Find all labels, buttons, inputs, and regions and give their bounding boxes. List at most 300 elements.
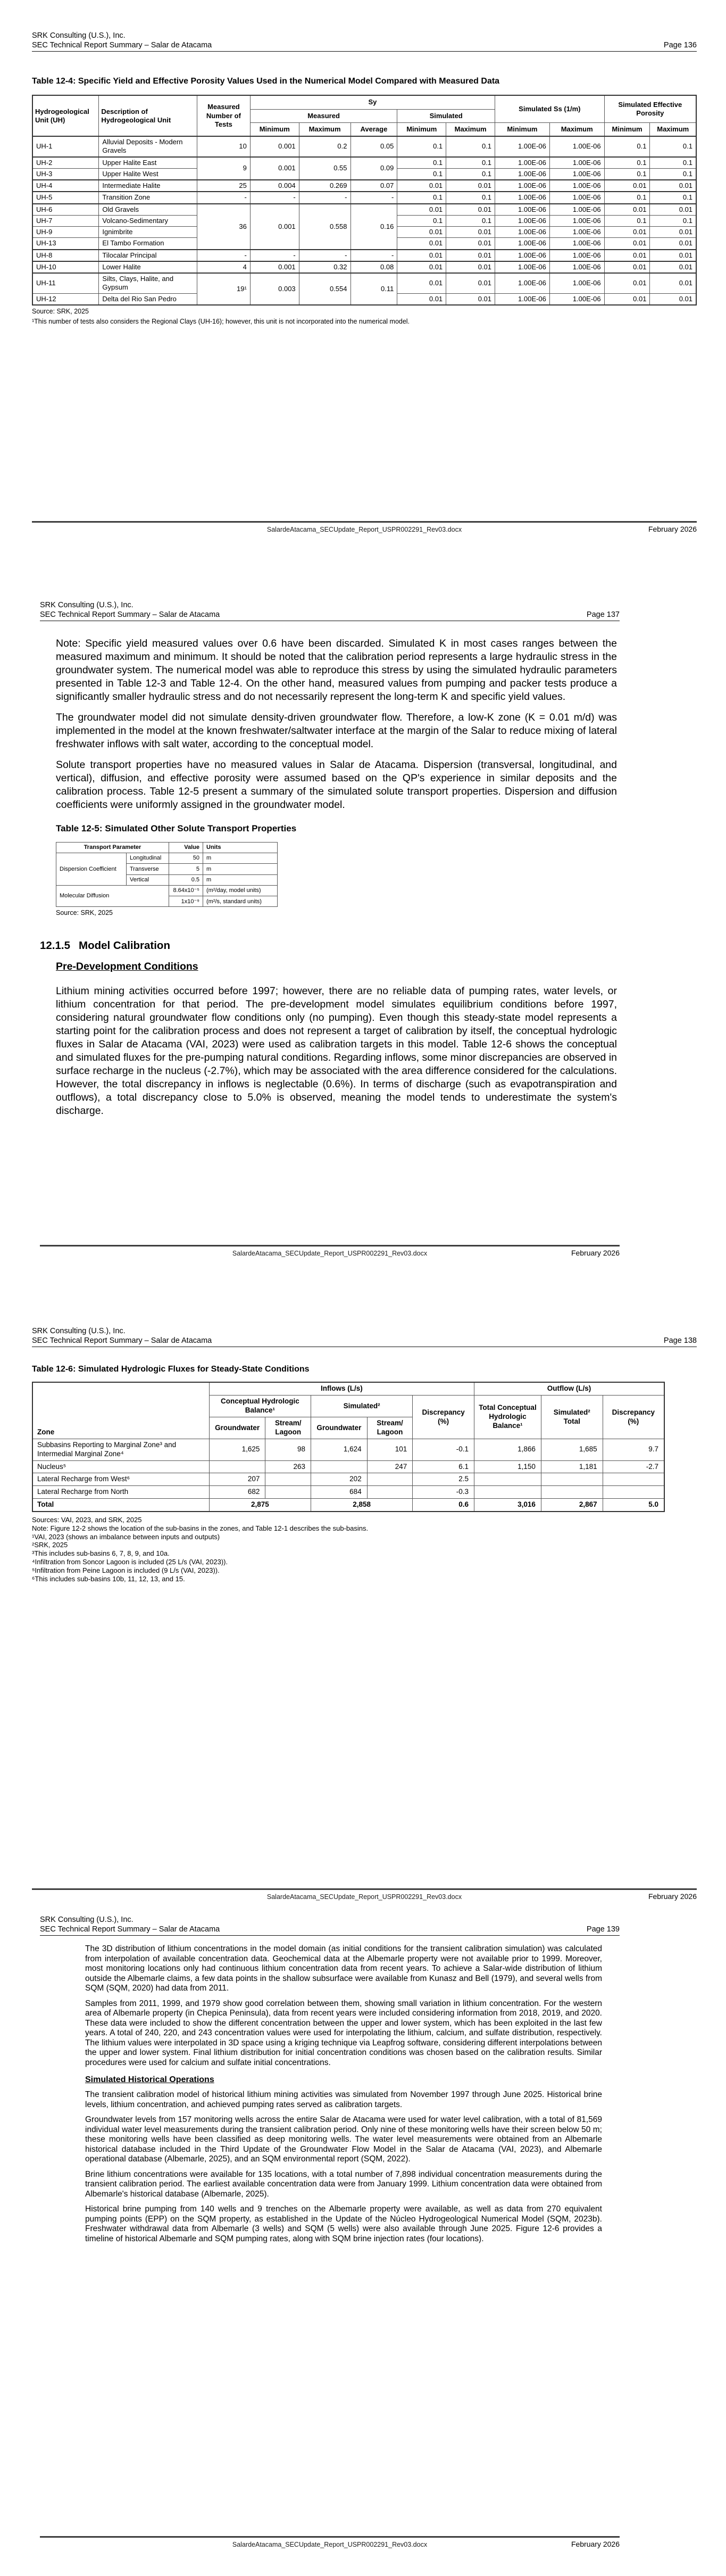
cell: Upper Halite West	[99, 168, 197, 180]
cell: 0.01	[397, 250, 446, 261]
cell: 0.01	[446, 273, 495, 293]
company-name: SRK Consulting (U.S.), Inc.	[40, 601, 133, 609]
cell: 0.1	[397, 192, 446, 203]
table-row	[32, 95, 696, 109]
cell: 0.01	[650, 180, 696, 192]
cell: 1.00E-06	[549, 293, 604, 305]
table-12-4	[32, 95, 697, 306]
table-row	[32, 273, 696, 293]
cell: 1.00E-06	[549, 238, 604, 250]
cell: UH-4	[32, 180, 99, 192]
cell: UH-11	[32, 273, 99, 293]
cell: 0.01	[604, 227, 650, 238]
cell: 0.1	[604, 192, 650, 203]
cell: 1.00E-06	[495, 168, 550, 180]
cell: 0.01	[446, 227, 495, 238]
page-number: Page 138	[663, 1336, 697, 1345]
cell	[541, 1486, 603, 1499]
cell: 0.11	[351, 273, 397, 305]
cell: 98	[265, 1439, 311, 1460]
cell: 6.1	[413, 1460, 474, 1473]
cell: -	[197, 192, 251, 203]
header-cell: Measured Number of Tests	[197, 95, 251, 136]
cell: 0.1	[604, 215, 650, 226]
report-title: SEC Technical Report Summary – Salar de Atacama	[32, 41, 212, 50]
header-left	[40, 1915, 220, 1934]
table-row	[32, 192, 696, 203]
cell: -0.3	[413, 1486, 474, 1499]
cell: 1.00E-06	[495, 180, 550, 192]
table-row	[56, 853, 278, 863]
cell	[541, 1473, 603, 1486]
cell: UH-2	[32, 157, 99, 169]
cell: 0.01	[604, 204, 650, 216]
cell: 0.2	[299, 136, 351, 157]
footer-date: February 2026	[571, 1249, 620, 1257]
header-cell: Maximum	[549, 122, 604, 136]
page-footer	[40, 1245, 620, 1260]
cell	[474, 1473, 541, 1486]
table-footnotes	[32, 1516, 697, 1583]
page-header	[40, 600, 620, 621]
footer-date: February 2026	[571, 2540, 620, 2548]
cell: Alluvial Deposits - Modern Gravels	[99, 136, 197, 157]
footnote: ⁵Infiltration from Peine Lagoon is included (9 L/s (VAI, 2023)).	[32, 1566, 220, 1574]
cell: 0.01	[446, 204, 495, 216]
report-title: SEC Technical Report Summary – Salar de Atacama	[40, 1925, 220, 1934]
cell: Old Gravels	[99, 204, 197, 216]
footer-filename: SalardeAtacama_SECUpdate_Report_USPR002291_Rev03.docx	[266, 1893, 462, 1901]
paragraph: Lithium mining activities occurred before 1997; however, there are no reliable data of pumping rates, water levels, or lithium concentration for that period. The pre-development model simulates equilibrium conditions before 1997, considering natural groundwater flow conditions only (no pumping). Even though this steady-state model represents a starting point for the calibration process and does not represent a target of calibration by itself, the conceptual hydrologic fluxes in Salar de Atacama (VAI, 2023) were used as calibration targets in this model. Table 12-6 shows the conceptual and simulated fluxes for the pre-pumping natural conditions. Regarding inflows, some minor discrepancies are observed in surface recharge in the nucleus (-2.7%), which may be associated with the area difference considered for the calculations. However, the total discrepancy in inflows is neglectable (0.6%). In terms of discharge (such as evapotranspiration and outflows), a total discrepancy close to 5.0% is observed, meaning the model tends to underestimate the system's discharge.	[56, 985, 617, 1117]
table-12-6	[32, 1382, 665, 1512]
cell: Volcano-Sedimentary	[99, 215, 197, 226]
cell	[265, 1486, 311, 1499]
cell	[265, 1473, 311, 1486]
cell: 0.6	[413, 1499, 474, 1512]
body-text	[40, 637, 620, 812]
cell: 1.00E-06	[495, 136, 550, 157]
cell: 0.01	[397, 293, 446, 305]
header-cell: Sy	[250, 95, 495, 109]
cell: 1.00E-06	[495, 273, 550, 293]
cell: 0.1	[650, 136, 696, 157]
cell: Nucleus⁵	[32, 1460, 209, 1473]
cell: -	[299, 192, 351, 203]
footer-filename: SalardeAtacama_SECUpdate_Report_USPR002291_Rev03.docx	[266, 526, 462, 533]
table-row	[32, 136, 696, 157]
cell: 0.01	[604, 261, 650, 273]
page-139	[40, 1915, 620, 2552]
subsection-heading: Simulated Historical Operations	[85, 2075, 214, 2085]
cell: 2,858	[311, 1499, 413, 1512]
cell: 684	[311, 1486, 368, 1499]
cell: 0.1	[397, 215, 446, 226]
page-137	[40, 600, 620, 1260]
page-footer	[40, 2536, 620, 2552]
table-row	[56, 885, 278, 896]
page-header	[32, 31, 697, 52]
cell: 9.7	[603, 1439, 664, 1460]
header-left	[40, 600, 220, 620]
footnote: ¹This number of tests also considers the Regional Clays (UH-16); however, this unit is not incorporated into the numerical model.	[32, 317, 410, 325]
paragraph: The 3D distribution of lithium concentrations in the model domain (as initial conditions for the transient calibration simulation) was calculated from interpolation of available concentration data. Geochemical data at the Albemarle property were not available prior to 1999. Moreover, most monitoring locations only had continuous lithium concentration data from recent years. To achieve a Salar-wide distribution of lithium outside the Albemarle claims, a few data points in the shallow subsurface were available from Kunasz and Bell (1979), and several wells from SQM (SQM, 2020) had data from 2011.	[85, 1944, 602, 1993]
cell: 50	[169, 853, 203, 863]
footer-date: February 2026	[648, 525, 697, 533]
cell: Transition Zone	[99, 192, 197, 203]
cell: 0.09	[351, 157, 397, 180]
cell: 1.00E-06	[549, 204, 604, 216]
cell: 0.07	[351, 180, 397, 192]
cell: 0.05	[351, 136, 397, 157]
cell: UH-7	[32, 215, 99, 226]
cell: 0.08	[351, 261, 397, 273]
header-cell: Simulated	[397, 109, 495, 122]
header-cell: Conceptual Hydrologic Balance¹	[209, 1396, 311, 1417]
company-name: SRK Consulting (U.S.), Inc.	[32, 1327, 126, 1335]
cell: -	[351, 192, 397, 203]
table-row	[32, 1499, 664, 1512]
cell: 0.004	[250, 180, 299, 192]
header-cell: Average	[351, 122, 397, 136]
cell: 1,624	[311, 1439, 368, 1460]
header-left	[32, 31, 212, 50]
paragraph: Historical brine pumping from 140 wells and 9 trenches on the Albemarle property were available, as well as data from 270 equivalent pumping points (EPP) on the SQM property, as established in the Update of the Núcleo Hydrogeological Numerical Model (SQM, 2023b). Freshwater withdrawal data from Albemarle (3 wells) and SQM (5 wells) were also available through June 2025. Figure 12-6 provides a timeline of historical Albemarle and SQM pumping rates, along with SQM brine injection rates (four locations).	[85, 2205, 602, 2243]
cell: 1.00E-06	[549, 250, 604, 261]
header-cell: Stream/ Lagoon	[367, 1417, 413, 1439]
table-title: Table 12-6: Simulated Hydrologic Fluxes for Steady-State Conditions	[32, 1365, 310, 1374]
cell: 0.269	[299, 180, 351, 192]
header-cell: Minimum	[250, 122, 299, 136]
page-138	[32, 1326, 697, 1904]
cell: 0.1	[650, 157, 696, 169]
cell: Longitudinal	[127, 853, 169, 863]
cell: 10	[197, 136, 251, 157]
cell: 5	[169, 864, 203, 874]
cell: 101	[367, 1439, 413, 1460]
cell: 0.16	[351, 204, 397, 250]
header-cell: Description of Hydrogeological Unit	[99, 95, 197, 136]
cell: 1.00E-06	[549, 261, 604, 273]
page-header	[40, 1915, 620, 1936]
table-row	[32, 1439, 664, 1460]
table-row	[32, 180, 696, 192]
cell: 0.001	[250, 204, 299, 250]
subsection-heading: Pre-Development Conditions	[56, 961, 198, 973]
footnote: ¹VAI, 2023 (shows an imbalance between inputs and outputs)	[32, 1532, 220, 1541]
cell: UH-9	[32, 227, 99, 238]
cell: 0.01	[446, 261, 495, 273]
footnote: ³This includes sub-basins 6, 7, 8, 9, and 10a.	[32, 1549, 170, 1558]
table-row	[32, 1473, 664, 1486]
cell: 207	[209, 1473, 265, 1486]
paragraph: Brine lithium concentrations were available for 135 locations, with a total number of 7,898 individual concentration measurements during the transient calibration period. The earliest available concentration data were from January 1999. Lithium concentration data were obtained from Albemarle's historical database (Albemarle, 2025).	[85, 2169, 602, 2199]
cell: 0.1	[397, 168, 446, 180]
cell: 1.00E-06	[495, 261, 550, 273]
cell: 0.5	[169, 874, 203, 885]
cell: 0.01	[397, 261, 446, 273]
body-text	[40, 985, 620, 1118]
cell: UH-3	[32, 168, 99, 180]
footer-filename: SalardeAtacama_SECUpdate_Report_USPR002291_Rev03.docx	[232, 2541, 428, 2548]
header-cell: Hydrogeological Unit (UH)	[32, 95, 99, 136]
table-note: Note: Figure 12-2 shows the location of the sub-basins in the zones, and Table 12-1 describes the sub-basins.	[32, 1524, 369, 1532]
cell: UH-13	[32, 238, 99, 250]
cell: 247	[367, 1460, 413, 1473]
cell: 1.00E-06	[495, 293, 550, 305]
cell: Vertical	[127, 874, 169, 885]
cell: Subbasins Reporting to Marginal Zone³ and Intermedial Marginal Zone⁴	[32, 1439, 209, 1460]
cell: 0.1	[446, 168, 495, 180]
cell: 0.01	[650, 273, 696, 293]
cell: 0.1	[397, 136, 446, 157]
cell: 263	[265, 1460, 311, 1473]
cell: 1.00E-06	[495, 250, 550, 261]
cell: 0.1	[446, 157, 495, 169]
source-note: Source: SRK, 2025	[56, 909, 113, 917]
table-row	[32, 1486, 664, 1499]
cell: (m²/day, model units)	[203, 885, 278, 896]
cell: 1.00E-06	[495, 227, 550, 238]
cell: 0.01	[650, 238, 696, 250]
cell: 2.5	[413, 1473, 474, 1486]
cell: 0.1	[650, 168, 696, 180]
cell	[367, 1473, 413, 1486]
page-136	[32, 31, 697, 536]
report-title: SEC Technical Report Summary – Salar de Atacama	[32, 1336, 212, 1345]
cell: Lateral Recharge from West⁶	[32, 1473, 209, 1486]
cell: Transverse	[127, 864, 169, 874]
cell: m	[203, 853, 278, 863]
body-text	[40, 1944, 620, 2068]
table-title: Table 12-4: Specific Yield and Effective Porosity Values Used in the Numerical Model Compared with Measured Data	[32, 77, 500, 86]
cell: 0.1	[604, 168, 650, 180]
page-number: Page 139	[586, 1925, 620, 1934]
table-title: Table 12-5: Simulated Other Solute Transport Properties	[56, 823, 297, 834]
cell: UH-8	[32, 250, 99, 261]
cell: 0.554	[299, 273, 351, 305]
cell: 0.001	[250, 136, 299, 157]
header-cell: Minimum	[397, 122, 446, 136]
header-cell: Simulated Effective Porosity	[604, 95, 696, 122]
cell: 1.00E-06	[549, 215, 604, 226]
body-text	[40, 2090, 620, 2244]
cell: UH-12	[32, 293, 99, 305]
cell	[367, 1486, 413, 1499]
cell: 1,181	[541, 1460, 603, 1473]
cell: 1.00E-06	[549, 136, 604, 157]
cell: 0.01	[650, 250, 696, 261]
cell: UH-6	[32, 204, 99, 216]
cell: 1x10⁻⁹	[169, 896, 203, 907]
cell: 0.1	[650, 215, 696, 226]
cell: -	[250, 192, 299, 203]
header-cell: Minimum	[495, 122, 550, 136]
header-cell: Groundwater	[311, 1417, 368, 1439]
cell: -2.7	[603, 1460, 664, 1473]
header-cell: Maximum	[299, 122, 351, 136]
cell: 0.001	[250, 157, 299, 180]
cell: 1.00E-06	[549, 227, 604, 238]
cell: 0.01	[397, 227, 446, 238]
cell: 0.01	[397, 238, 446, 250]
footnote: ²SRK, 2025	[32, 1541, 68, 1549]
page-footer	[32, 521, 697, 536]
paragraph: Groundwater levels from 157 monitoring wells across the entire Salar de Atacama were used for water level calibration, with a total of 81,569 individual water level measurements during the transient calibration period. Only nine of these monitoring wells have their screen below 50 m; these monitoring wells have been classified as deep monitoring wells. The water level measurements were obtained from an Albemarle historical database included in the Third Update of the Groundwater Flow Model in the Salar de Atacama (VAI, 2023), and Albemarle operational database (Albemarle, 2025), and an SQM environmental report (SQM, 2022).	[85, 2115, 602, 2164]
paragraph: Note: Specific yield measured values over 0.6 have been discarded. Simulated K in most cases ranges between the measured maximum and minimum. It should be noted that the calibration period represents a large hydraulic stress in the groundwater system. The numerical model was able to reproduce this stress by using the simulated hydraulic parameters presented in Table 12-3 and Table 12-4. On the other hand, measured values from pumping and packer tests produce a significantly smaller hydraulic stress and do not necessarily represent the long-term K and specific yield values.	[56, 638, 617, 703]
cell: 1.00E-06	[495, 157, 550, 169]
cell: 1.00E-06	[495, 204, 550, 216]
cell: Tilocalar Principal	[99, 250, 197, 261]
footnote: ⁶This includes sub-basins 10b, 11, 12, 13, and 15.	[32, 1574, 185, 1583]
cell: Dispersion Coefficient	[56, 853, 127, 885]
header-cell: Simulated²	[311, 1396, 413, 1417]
cell: 1.00E-06	[549, 180, 604, 192]
header-cell: Outflow (L/s)	[474, 1382, 664, 1395]
cell: 4	[197, 261, 251, 273]
paragraph: The transient calibration model of historical lithium mining activities was simulated from November 1997 through June 2025. Historical brine levels, lithium concentration, and achieved pumping rates served as calibration targets.	[85, 2090, 602, 2109]
cell: 0.558	[299, 204, 351, 250]
header-cell: Discrepancy (%)	[603, 1396, 664, 1439]
header-cell: Simulated² Total	[541, 1396, 603, 1439]
cell: (m²/s, standard units)	[203, 896, 278, 907]
page-number: Page 137	[586, 610, 620, 620]
cell: 202	[311, 1473, 368, 1486]
header-cell: Units	[203, 842, 278, 853]
cell: 0.1	[604, 136, 650, 157]
cell: 0.1	[397, 157, 446, 169]
cell: -0.1	[413, 1439, 474, 1460]
cell: 25	[197, 180, 251, 192]
cell: Delta del Rio San Pedro	[99, 293, 197, 305]
cell: 0.01	[650, 227, 696, 238]
page-number: Page 136	[663, 41, 697, 50]
footer-filename: SalardeAtacama_SECUpdate_Report_USPR002291_Rev03.docx	[232, 1250, 428, 1257]
paragraph: The groundwater model did not simulate density-driven groundwater flow. Therefore, a low-K zone (K = 0.01 m/d) was implemented in the model at the known freshwater/saltwater interface at the margin of the Salar to reduce mixing of lateral freshwater inflows with salt water, according to the conceptual model.	[56, 712, 617, 750]
cell: Upper Halite East	[99, 157, 197, 169]
cell: 0.01	[397, 180, 446, 192]
cell: 0.01	[446, 180, 495, 192]
cell: Lower Halite	[99, 261, 197, 273]
table-row	[32, 157, 696, 169]
table-row	[32, 204, 696, 216]
header-cell: Stream/ Lagoon	[265, 1417, 311, 1439]
cell: 1,150	[474, 1460, 541, 1473]
cell: 0.1	[446, 136, 495, 157]
cell: -	[197, 250, 251, 261]
cell: 1.00E-06	[549, 273, 604, 293]
cell: 3,016	[474, 1499, 541, 1512]
cell	[603, 1486, 664, 1499]
cell: 0.01	[397, 204, 446, 216]
cell: -	[299, 250, 351, 261]
cell: 0.01	[446, 293, 495, 305]
table-row	[32, 250, 696, 261]
cell: 1.00E-06	[495, 238, 550, 250]
cell: 0.1	[650, 192, 696, 203]
header-cell: Minimum	[604, 122, 650, 136]
page-footer	[32, 1888, 697, 1904]
cell: Ignimbrite	[99, 227, 197, 238]
cell: 0.1	[446, 215, 495, 226]
header-cell: Simulated Ss (1/m)	[495, 95, 605, 122]
cell: m	[203, 864, 278, 874]
table-12-5	[56, 842, 278, 907]
header-cell: Measured	[250, 109, 397, 122]
cell: 0.01	[397, 273, 446, 293]
cell: 1,866	[474, 1439, 541, 1460]
header-cell: Transport Parameter	[56, 842, 169, 853]
cell: 0.01	[604, 273, 650, 293]
cell: 0.01	[604, 180, 650, 192]
company-name: SRK Consulting (U.S.), Inc.	[40, 1916, 133, 1924]
section-number: 12.1.5	[40, 939, 70, 952]
cell: UH-5	[32, 192, 99, 203]
table-row	[32, 1382, 664, 1395]
cell: 0.01	[650, 293, 696, 305]
source-note: Sources: VAI, 2023, and SRK, 2025	[32, 1516, 142, 1524]
header-cell: Maximum	[446, 122, 495, 136]
page-header	[32, 1326, 697, 1347]
section-heading	[40, 939, 620, 952]
cell: Lateral Recharge from North	[32, 1486, 209, 1499]
cell: 0.01	[446, 250, 495, 261]
cell	[603, 1473, 664, 1486]
header-cell: Inflows (L/s)	[209, 1382, 474, 1395]
cell: 1,625	[209, 1439, 265, 1460]
cell: Total	[32, 1499, 209, 1512]
table-row	[32, 1460, 664, 1473]
header-cell: Zone	[32, 1382, 209, 1439]
cell: 5.0	[603, 1499, 664, 1512]
footer-date: February 2026	[648, 1892, 697, 1901]
cell: 0.01	[604, 293, 650, 305]
cell: 9	[197, 157, 251, 180]
cell: -	[351, 250, 397, 261]
header-cell: Maximum	[650, 122, 696, 136]
cell: 0.55	[299, 157, 351, 180]
cell: 1.00E-06	[549, 168, 604, 180]
section-title: Model Calibration	[79, 939, 170, 952]
cell: 0.1	[446, 192, 495, 203]
cell: 36	[197, 204, 251, 250]
cell	[311, 1460, 368, 1473]
report-title: SEC Technical Report Summary – Salar de Atacama	[40, 610, 220, 620]
cell: 1.00E-06	[495, 215, 550, 226]
cell: m	[203, 874, 278, 885]
cell: Molecular Diffusion	[56, 885, 169, 907]
paragraph: Solute transport properties have no measured values in Salar de Atacama. Dispersion (transversal, longitudinal, and vertical), diffusion, and effective porosity were assumed based on the QP's experience in similar deposits and the calibration process. Table 12-5 present a summary of the simulated solute transport properties. Dispersion and diffusion coefficients were uniformly assigned in the groundwater model.	[56, 759, 617, 811]
header-cell: Discrepancy (%)	[413, 1396, 474, 1439]
cell: -	[250, 250, 299, 261]
footnote: ⁴Infiltration from Soncor Lagoon is included (25 L/s (VAI, 2023)).	[32, 1558, 228, 1566]
cell: Silts, Clays, Halite, and Gypsum	[99, 273, 197, 293]
cell: 2,867	[541, 1499, 603, 1512]
source-note: Source: SRK, 2025	[32, 307, 89, 315]
table-row	[32, 261, 696, 273]
company-name: SRK Consulting (U.S.), Inc.	[32, 31, 126, 40]
header-cell: Value	[169, 842, 203, 853]
cell	[474, 1486, 541, 1499]
cell: 1.00E-06	[549, 157, 604, 169]
cell: 0.01	[604, 250, 650, 261]
cell: 1.00E-06	[495, 192, 550, 203]
cell: UH-1	[32, 136, 99, 157]
cell: 0.01	[650, 204, 696, 216]
header-cell: Total Conceptual Hydrologic Balance¹	[474, 1396, 541, 1439]
cell: 682	[209, 1486, 265, 1499]
cell: 0.1	[604, 157, 650, 169]
header-cell: Groundwater	[209, 1417, 265, 1439]
